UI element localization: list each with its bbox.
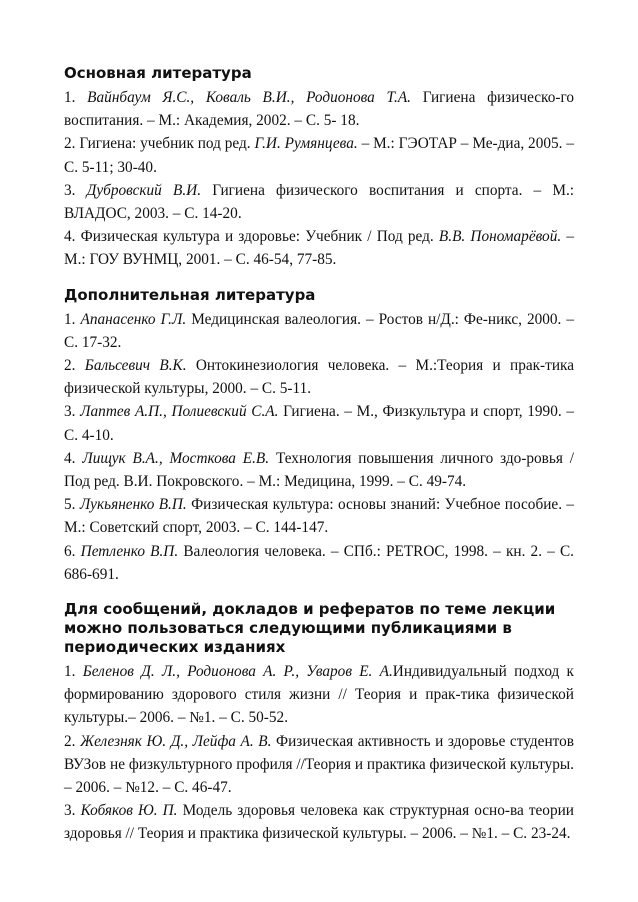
entry-author: Апанасенко Г.Л. — [80, 310, 187, 328]
entry-author: Беленов Д. Л., Родионова А. Р., Уваров Е. А. — [82, 663, 393, 681]
entry-number: 2. — [64, 357, 76, 375]
entry-text: Гигиена физическо-го воспитания. – М.: Академия, 2002. – С. 5- 18. — [64, 89, 574, 130]
entry-author: Кобяков Ю. П. — [80, 802, 178, 820]
entry-text: Гигиена. – М., Физкультура и спорт, 1990. – С. 4-10. — [64, 403, 574, 444]
reference-list — [64, 86, 574, 272]
entry-pre: Физическая культура и здоровье: Учебник / Под ред. — [80, 228, 434, 246]
entry-author: В.В. Пономарёвой. — [438, 228, 562, 246]
entry-author: Лищук В.А., Мосткова Е.В. — [82, 449, 270, 467]
entry-number: 5. — [64, 496, 76, 514]
entry-number: 2. — [64, 732, 76, 750]
entry-number: 3. — [64, 181, 76, 199]
entry-author: Лаптев А.П., Полиевский С.А. — [80, 403, 279, 421]
reference-list — [64, 308, 574, 586]
entry-text: Валеология человека. – СПб.: PETROC, 1998. – кн. 2. – С. 686-691. — [64, 542, 574, 583]
reference-entry — [64, 86, 574, 132]
entry-number: 6. — [64, 542, 76, 560]
entry-author: Лукьяненко В.П. — [79, 496, 187, 514]
entry-text: Медицинская валеология. – Ростов н/Д.: Фе-никс, 2000. – С. 17-32. — [64, 310, 575, 351]
reference-entry — [64, 400, 574, 446]
entry-text: – М.: ГОУ ВУНМЦ, 2001. – С. 46-54, 77-85. — [64, 228, 575, 269]
entry-number: 3. — [64, 802, 76, 820]
entry-text: Гигиена физического воспитания и спорта. – М.: ВЛАДОС, 2003. – С. 14-20. — [64, 181, 575, 223]
document-page — [64, 64, 574, 860]
entry-author: Г.И. Румянцева. — [254, 135, 358, 153]
entry-text: Физическая активность и здоровье студентов ВУЗов не физкультурного профиля //Теория и практика физической культуры. – 2006. – №12. – С. 46-47. — [64, 732, 574, 797]
entry-number: 4. — [64, 228, 76, 246]
entry-text: – М.: ГЭОТАР – Ме-диа, 2005. – С. 5-11; 30-40. — [64, 135, 574, 176]
reference-entry — [64, 540, 574, 586]
reference-entry — [64, 179, 574, 225]
entry-pre: Гигиена: учебник под ред. — [79, 135, 251, 153]
entry-number: 1. — [64, 663, 76, 681]
entry-author: Бальсевич В.К. — [84, 357, 187, 375]
entry-text: Модель здоровья человека как структурная осно-ва теории здоровья // Теория и практика физической культуры. – 2006. – №1. – С. 23-24. — [64, 802, 574, 843]
entry-text: Физическая культура: основы знаний: Учебное пособие. – М.: Советский спорт, 2003. – С. 144-147. — [64, 496, 575, 537]
reference-entry — [64, 660, 574, 730]
reference-entry — [64, 447, 574, 493]
section-additional-literature — [64, 286, 574, 586]
entry-number: 2. — [64, 135, 76, 153]
entry-number: 4. — [64, 449, 76, 467]
section-title: Основная литература — [64, 64, 252, 82]
section-main-literature — [64, 64, 574, 272]
reference-entry — [64, 493, 574, 539]
reference-entry — [64, 132, 574, 178]
entry-author: Дубровский В.И. — [86, 181, 202, 199]
entry-number: 3. — [64, 403, 76, 421]
entry-number: 1. — [64, 310, 76, 328]
entry-author: Петленко В.П. — [80, 542, 179, 560]
entry-number: 1. — [64, 89, 76, 106]
entry-text: Технология повышения личного здо-ровья / Под ред. В.И. Покровского. – М.: Медицина, 1999. – С. 49-74. — [64, 449, 575, 491]
entry-text: Онтокинезиология человека. – М.:Теория и прак-тика физической культуры, 2000. – С. 5-11. — [64, 357, 575, 398]
section-title: Для сообщений, докладов и рефератов по теме лекции можно пользоваться следующими публикациями в периодических изданиях — [64, 600, 556, 657]
reference-entry — [64, 730, 574, 800]
section-periodicals — [64, 600, 574, 846]
reference-entry — [64, 799, 574, 845]
entry-author: Вайнбаум Я.С., Коваль В.И., Родионова Т.А. — [87, 89, 412, 106]
section-title: Дополнительная литература — [64, 285, 316, 304]
reference-list — [64, 660, 574, 846]
reference-entry — [64, 354, 574, 400]
reference-entry — [64, 225, 574, 271]
reference-entry — [64, 308, 574, 354]
entry-author: Железняк Ю. Д., Лейфа А. В. — [80, 732, 272, 750]
entry-text: Индивидуальный подход к формированию здорового стиля жизни // Теория и прак-тика физической культуры.– 2006. – №1. – С. 50-52. — [64, 663, 574, 727]
